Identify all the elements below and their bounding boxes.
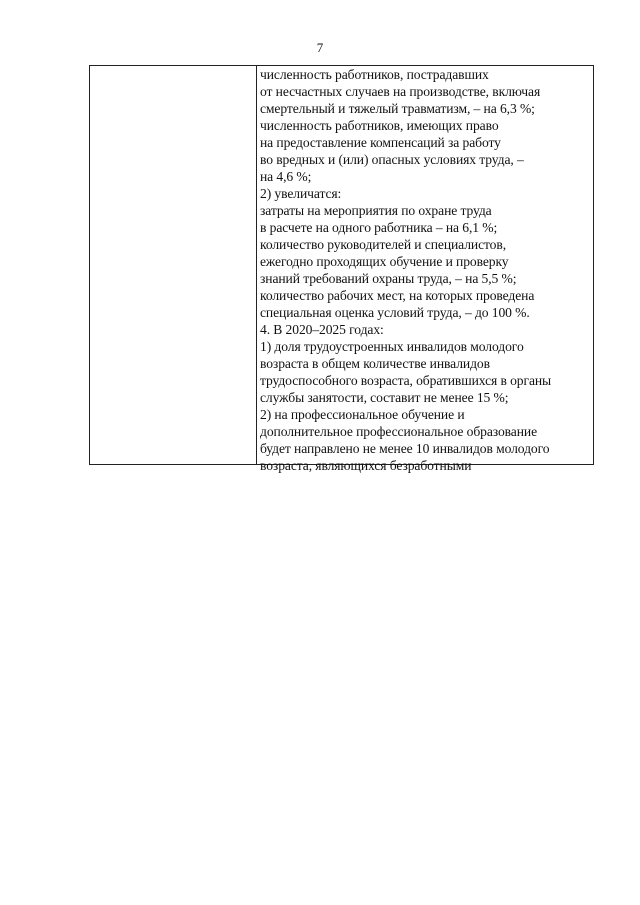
text-line: ежегодно проходящих обучение и проверку: [260, 254, 509, 269]
text-line: 1) доля трудоустроенных инвалидов молодого: [260, 339, 524, 354]
text-line: смертельный и тяжелый травматизм, – на 6,3 %;: [260, 101, 535, 116]
text-line: службы занятости, составит не менее 15 %;: [260, 390, 509, 405]
text-line: количество рабочих мест, на которых проведена: [260, 288, 535, 303]
table-right-cell: [257, 66, 593, 473]
text-line: от несчастных случаев на производстве, включая: [260, 84, 541, 99]
text-line: 4. В 2020–2025 годах:: [260, 322, 384, 337]
text-line: численность работников, имеющих право: [260, 118, 499, 133]
text-line: возраста в общем количестве инвалидов: [260, 356, 490, 371]
table-left-cell: [90, 66, 257, 464]
text-line: знаний требований охраны труда, – на 5,5 %;: [260, 271, 517, 286]
text-line: 2) увеличатся:: [260, 186, 342, 201]
text-line: на предоставление компенсаций за работу: [260, 135, 501, 150]
text-line: 2) на профессиональное обучение и: [260, 407, 465, 422]
text-line: специальная оценка условий труда, – до 100 %.: [260, 305, 530, 320]
text-line: возраста, являющихся безработными: [260, 458, 472, 473]
text-line: в расчете на одного работника – на 6,1 %;: [260, 220, 498, 235]
text-line: затраты на мероприятия по охране труда: [260, 203, 492, 218]
text-line: во вредных и (или) опасных условиях труда, –: [260, 152, 524, 167]
text-line: количество руководителей и специалистов,: [260, 237, 506, 252]
text-line: на 4,6 %;: [260, 169, 312, 184]
text-line: дополнительное профессиональное образование: [260, 424, 538, 439]
page-number: 7: [316, 40, 324, 55]
text-line: будет направлено не менее 10 инвалидов молодого: [260, 441, 550, 456]
text-line: численность работников, пострадавших: [260, 67, 489, 82]
content-table: [89, 65, 594, 473]
text-line: трудоспособного возраста, обратившихся в органы: [260, 373, 552, 388]
